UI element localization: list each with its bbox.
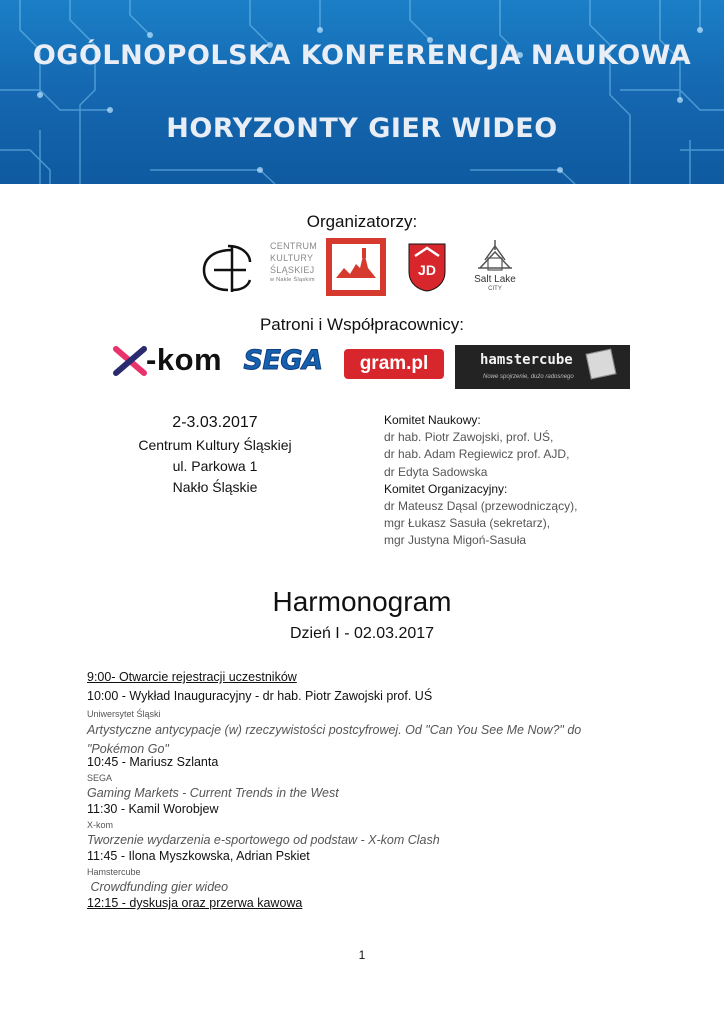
ckz-logo-text bbox=[270, 240, 326, 284]
schedule-item-affiliation: SEGA bbox=[87, 773, 113, 783]
ckz-line4: w Nakle Śląskim bbox=[270, 277, 315, 283]
committee-block bbox=[384, 412, 577, 550]
schedule-item-main: 12:15 - dyskusja oraz przerwa kawowa bbox=[87, 896, 303, 910]
header-banner bbox=[0, 0, 724, 184]
schedule-day: Dzień I - 02.03.2017 bbox=[289, 625, 435, 642]
organizer-emblem-logo bbox=[202, 242, 252, 294]
ckz-castle-logo bbox=[326, 238, 386, 296]
scientific-committee-heading: Komitet Naukowy: bbox=[384, 413, 481, 427]
page-number: 1 bbox=[358, 948, 366, 962]
ckz-line2: KULTURY bbox=[270, 253, 314, 263]
xkom-x-mark bbox=[112, 345, 148, 377]
circuit-background-graphic bbox=[0, 0, 724, 184]
schedule-item-topic: Crowdfunding gier wideo bbox=[87, 880, 229, 894]
organizing-member: mgr Justyna Migoń-Sasuła bbox=[384, 533, 527, 548]
conference-title-line1: OGÓLNOPOLSKA KONFERENCJA NAUKOWA bbox=[32, 40, 692, 71]
hamstercube-cube-icon bbox=[586, 349, 617, 380]
hamstercube-logo: hamstercube bbox=[480, 352, 573, 368]
saltlake-logo bbox=[470, 238, 520, 296]
ckz-line1: CENTRUM bbox=[270, 241, 318, 251]
schedule-item-affiliation: X-kom bbox=[87, 820, 114, 830]
schedule-item-main: 10:00 - Wykład Inauguracyjny - dr hab. Piotr Zawojski prof. UŚ bbox=[87, 689, 433, 703]
xkom-logo-text: -kom bbox=[146, 342, 223, 377]
patrons-heading: Patroni i Współpracownicy: bbox=[259, 315, 465, 334]
ajd-shield-logo bbox=[407, 242, 447, 292]
organizers-heading: Organizatorzy: bbox=[306, 212, 418, 231]
saltlake-sub: CITY bbox=[488, 286, 502, 292]
organizing-member: mgr Łukasz Sasuła (sekretarz), bbox=[384, 516, 551, 531]
conference-title-line2: HORYZONTY GIER WIDEO bbox=[166, 113, 558, 144]
event-city: Nakło Śląskie bbox=[172, 479, 258, 495]
schedule-item-affiliation: Uniwersytet Śląski bbox=[87, 709, 161, 719]
schedule-item-topic: Tworzenie wydarzenia e-sportowego od podstaw - X-kom Clash bbox=[87, 833, 440, 847]
hamstercube-tagline: Nowe spojrzenie, dużo radosnego bbox=[483, 374, 574, 380]
scientific-member: dr hab. Adam Regiewicz prof. AJD, bbox=[384, 447, 570, 462]
organizing-member: dr Mateusz Dąsal (przewodniczący), bbox=[384, 499, 578, 514]
sega-logo: SEGA bbox=[243, 345, 323, 376]
organizing-committee-heading: Komitet Organizacyjny: bbox=[384, 481, 508, 496]
schedule-item-main: 11:45 - Ilona Myszkowska, Adrian Pskiet bbox=[87, 849, 310, 863]
scientific-member: dr Edyta Sadowska bbox=[384, 464, 488, 479]
schedule-item-topic: Gaming Markets - Current Trends in the West bbox=[87, 786, 339, 800]
ckz-line3: ŚLĄSKIEJ bbox=[270, 265, 315, 275]
scientific-member: dr hab. Piotr Zawojski, prof. UŚ, bbox=[384, 430, 554, 445]
schedule-item-main: 9:00- Otwarcie rejestracji uczestników bbox=[87, 670, 297, 684]
event-street: ul. Parkowa 1 bbox=[172, 458, 258, 474]
ajd-label: JD bbox=[418, 262, 436, 278]
schedule-item-main: 10:45 - Mariusz Szlanta bbox=[87, 755, 219, 769]
schedule-item-affiliation: Hamstercube bbox=[87, 867, 141, 877]
saltlake-label: Salt Lake bbox=[474, 274, 516, 285]
schedule-item-topic: Artystyczne antycypacje (w) rzeczywistości postcyfrowej. Od "Can You See Me Now?" do "Pokémon Go" bbox=[87, 723, 582, 756]
gram-logo: gram.pl bbox=[359, 353, 429, 374]
event-date: 2-3.03.2017 bbox=[172, 414, 258, 431]
event-venue: Centrum Kultury Śląskiej bbox=[138, 437, 292, 453]
schedule-title: Harmonogram bbox=[272, 586, 452, 617]
schedule-item-main: 11:30 - Kamil Worobjew bbox=[87, 802, 219, 816]
